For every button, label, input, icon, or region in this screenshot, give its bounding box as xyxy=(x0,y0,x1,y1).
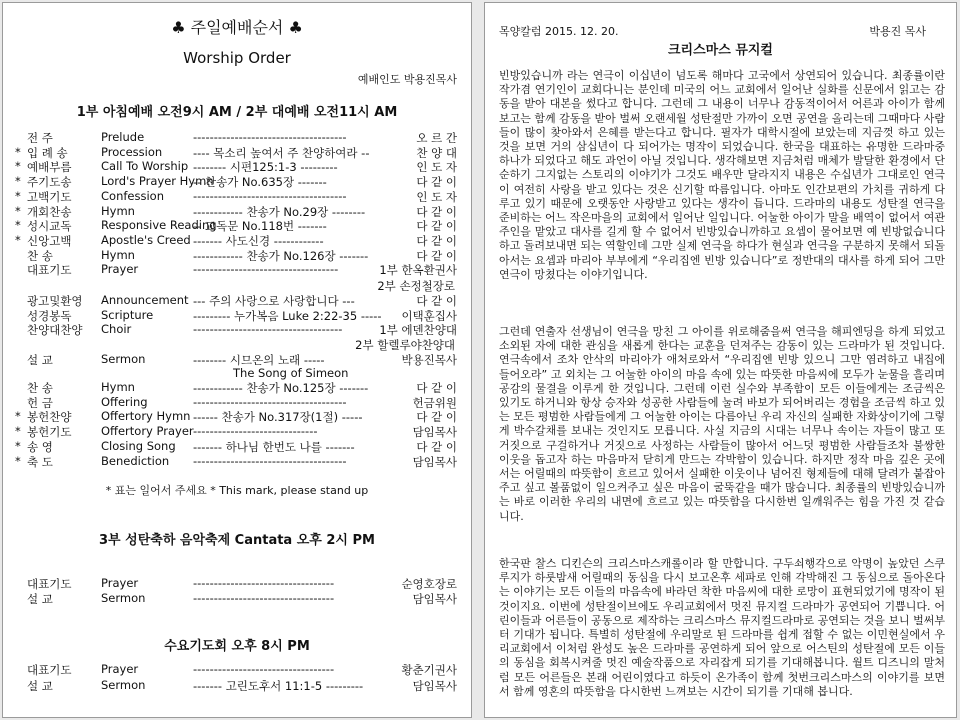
column-author: 박용진 목사 xyxy=(869,25,926,38)
service1-heading: 1부 아침예배 오전9시 AM / 2부 대예배 오전11시 AM xyxy=(76,105,398,120)
order-ko: 봉헌찬양 xyxy=(27,410,72,425)
order-en: Prayer xyxy=(101,576,139,590)
order-mid: ------- 하나님 한번도 나를 ------- xyxy=(193,439,355,454)
order-ko: 주기도송 xyxy=(27,175,72,190)
order-en: Prelude xyxy=(101,130,145,144)
order-mid: -- 교독문 No.118번 ------- xyxy=(193,219,327,234)
column-label: 목양칼럼 2015. 12. 20. xyxy=(499,25,619,38)
order-mid: ------------------------------------ xyxy=(193,322,343,337)
order-en: Benediction xyxy=(101,453,170,468)
order-row xyxy=(3,189,473,203)
order-row xyxy=(3,293,473,307)
order-star: * xyxy=(15,174,21,189)
order-row xyxy=(3,308,473,322)
pastor-column-page xyxy=(484,2,957,718)
order-right: 담임목사 xyxy=(412,425,457,440)
order-row xyxy=(3,218,473,232)
order-row xyxy=(3,409,473,423)
column-paragraph-3: 한국판 찰스 디킨슨의 크리스마스캐롤이라 할 만합니다. 구두쇠행각으로 악명이 높았던 스쿠루지가 하룻밤새 어릴때의 동심을 다시 보고온후 세파로 인해 각박해진 그 동심으로 돌아온다는 이야기는 모든 이들의 마음속에 바라던 착한 마음씨에 대한 로망이 표현되었기에 명작이 된 것이지요. 이번에 성탄절이브에도 우리교회에서 멋진 뮤지컬 드라마가 공연되어 기쁩니다. 어린이들과 어른들이 공동으로 제작하는 크리스마스 뮤지컬드라마로 공연되는 것을 보니 벌써부터 기대가 됩니다. 특별히 성탄절에 우리말로 된 드라마를 쉽게 접할 수 없는 이민현실에서 우리교회에서 이처럼 완성도 높은 드라마를 공연하게 되어 앞으로 어스틴의 성탄절에 모든 이들의 동심을 회복시켜줄 멋진 예술작품으로 자리잡게 되기를 기대해봅니다. 월트 디즈니의 말처럼 모든 어른들은 본래 어린이였다고 하듯이 온가족이 함께 첫번크리스마스의 이야기를 보면서 함께 영혼의 따뜻함을 다시한번 느껴보는 시간이 되기를 기대해 봅니다. xyxy=(499,557,945,698)
order-mid: ----------------------------------- xyxy=(193,262,339,277)
order-right: 인 도 자 xyxy=(416,160,457,175)
order-row xyxy=(3,262,473,276)
order-star: * xyxy=(15,203,21,218)
order-ko: 예배부름 xyxy=(27,160,72,175)
order-ko: 찬 송 xyxy=(27,381,53,395)
column-paragraph-2: 그런데 연출자 선생님이 연극을 망친 그 아이를 위로해줌을써 연극을 해피엔딩을 하게 되었고 소외된 자에 대한 관심을 새롭게 한다는 교훈을 던져주는 감동이 있는 드라마가 된 것입니다. 연극속에서 조차 안삭의 마리아가 애처로와서 “우리집엔 빈방 있으니 그만 염려하고 내집에 들어오라” 고 외치는 그 어눌한 아이의 마음 속에 있는 따뜻한 마음씨에 모두가 눈물을 흘리며 공감의 물결을 이루게 한 것입니다. 그런데 이런 실수와 부족함이 모든 이들에게는 조금씩은 있기도 하거니와 항상 승자와 성공한 사람들에 눌려 바보가 되어버리는 경험을 조금씩 하고 있는 모든 평범한 사람들에게 그 어눌한 아이는 다름아닌 우리 자신의 실패한 자화상이기에 그렇게 박수갈채를 보내는 것인지도 모릅니다. 사실 지금의 시대는 너무나 속이는 자들이 많고 또 거짓으로 구걸하거나 거짓으로 사정하는 사람들이 많아서 어느덧 평범한 사람들조차 불쌍한 이웃을 돕고자 하는 마음마저 닫히게 만드는 각박함이 있습니다. 하지만 정작 마음 깊은 곳에서는 어릴때의 따뜻함이 흐르고 있어서 실패한 이웃이나 넘어진 형제들에 대해 달려가 붙잡아주고 싶고 볼품없이 일으켜주고 싶은 마음이 굴뚝같을 때가 많습니다. 최종률의 빈방있습니까는 바로 이러한 우리의 내면에 흐르고 있는 따뜻함을 다시한번 일깨워주는 힘을 가진 것 같습니다. xyxy=(499,325,945,523)
choir-2nd-service: 2부 할렐루야찬양대 xyxy=(355,338,455,352)
order-ko: 설 교 xyxy=(27,678,53,693)
order-row xyxy=(3,439,473,453)
order-right: 다 같 이 xyxy=(416,204,457,219)
order-ko: 축 도 xyxy=(27,454,53,469)
order-right: 다 같 이 xyxy=(416,248,457,263)
order-en: Closing Song xyxy=(101,438,176,453)
order-right: 찬 양 대 xyxy=(416,145,457,160)
order-mid: ------- 사도신경 ------------ xyxy=(193,233,324,248)
order-en: Offering xyxy=(101,394,148,409)
order-right: 다 같 이 xyxy=(416,219,457,234)
order-ko: 봉헌기도 xyxy=(27,425,72,440)
order-mid: ------------ 찬송가 No.125장 ------- xyxy=(193,381,369,395)
order-right: 1부 한옥환권사 xyxy=(379,263,457,278)
sermon-english-title: The Song of Simeon xyxy=(233,366,349,380)
order-right: 이택훈집사 xyxy=(401,308,457,323)
order-right: 다 같 이 xyxy=(416,175,457,190)
order-mid: --------- 누가복음 Luke 2:22-35 ----- xyxy=(193,308,382,323)
order-mid: ---- 목소리 높여서 주 찬양하여라 -- xyxy=(193,145,370,160)
order-mid: ------------------------------------- xyxy=(193,130,347,144)
order-ko: 대표기도 xyxy=(27,663,72,677)
order-ko: 개회찬송 xyxy=(27,204,72,219)
order-ko: 대표기도 xyxy=(27,577,72,591)
order-ko: 전 주 xyxy=(27,131,53,145)
order-right: 인 도 자 xyxy=(416,189,457,204)
order-star: * xyxy=(15,438,21,453)
order-star: * xyxy=(15,409,21,424)
order-mid: ------------------------------------- xyxy=(193,188,347,203)
order-mid: ------------------------------------- xyxy=(193,453,347,468)
order-ko: 성시교독 xyxy=(27,219,72,234)
worship-leader: 예배인도 박용진목사 xyxy=(357,73,457,86)
order-row xyxy=(3,662,473,676)
order-star: * xyxy=(15,424,21,439)
order-right: 1부 에덴찬양대 xyxy=(379,323,457,338)
order-row xyxy=(3,395,473,409)
order-ko: 헌 금 xyxy=(27,395,53,410)
order-mid: ------- 고린도후서 11:1-5 --------- xyxy=(193,678,364,693)
order-en: Choir xyxy=(101,322,132,337)
order-row xyxy=(3,380,473,394)
order-mid: -- 찬송가 No.635장 ------- xyxy=(193,175,327,190)
order-ko: 설 교 xyxy=(27,591,53,606)
order-en: Offertory Hymn xyxy=(101,409,191,424)
order-star: * xyxy=(15,144,21,159)
order-ko: 신앙고백 xyxy=(27,233,72,248)
order-en: Procession xyxy=(101,144,163,159)
order-star: * xyxy=(15,453,21,468)
order-mid: ------ 찬송가 No.317장(1절) ----- xyxy=(193,410,363,425)
order-star: * xyxy=(15,159,21,174)
stand-note: * 표는 일어서 주세요 * This mark, please stand up xyxy=(105,484,369,497)
order-row xyxy=(3,678,473,692)
order-right: 담임목사 xyxy=(412,591,457,606)
order-row-sermon xyxy=(3,352,473,366)
order-en: Prayer xyxy=(101,262,139,277)
order-mid: -------- 시편125:1-3 --------- xyxy=(193,160,338,175)
order-en: Apostle's Creed xyxy=(101,232,191,247)
order-mid: ---------------------------------- xyxy=(193,590,335,605)
order-mid: ------------------------------------- xyxy=(193,394,347,409)
order-row xyxy=(3,248,473,262)
order-row xyxy=(3,174,473,188)
order-en: Responsive Reading xyxy=(101,218,217,233)
order-row xyxy=(3,145,473,159)
order-right: 순영호장로 xyxy=(401,577,457,591)
order-row xyxy=(3,233,473,247)
bulletin-subtitle: Worship Order xyxy=(183,49,291,67)
order-row xyxy=(3,204,473,218)
order-row xyxy=(3,576,473,590)
order-ko: 대표기도 xyxy=(27,263,72,278)
order-right: 박용진목사 xyxy=(401,353,457,367)
prayer-2nd-service: 2부 손정철장로 xyxy=(377,279,455,293)
order-row xyxy=(3,424,473,438)
worship-order-page xyxy=(2,2,472,718)
order-right: 황춘기권사 xyxy=(401,663,457,677)
order-right: 오 르 간 xyxy=(416,131,457,145)
order-row xyxy=(3,130,473,144)
order-star: * xyxy=(15,218,21,233)
column-paragraph-1: 빈방있습니까 라는 연극이 이십년이 넘도록 해마다 고국에서 상연되어 있습니다. 최종률이란 작가겸 연기인이 교회다니는 분인데 미국의 어느 교회에서 일어난 실화를 신문에서 읽고는 감동을 받아 대본을 썼다고 합니다. 그런데 그 내용이 너무나 감동적이어서 어른과 아이가 함께 보고는 함께 감동을 받아 벌써 오랜세월 성탄절만 가까이 오면 공연을 올리는데 그때마다 사람들이 많이 찾아와서 은혜를 받는다고 합니다. 필자가 대학시절에 보았는데 지금껏 하고 있는 것을 보면 거의 삼십년이 다 되어가는 명작이 되었습니다. 한국을 대표하는 유명한 드라마중 하나가 되었다고 해도 과언이 아닐 것입니다. 생각해보면 지금처럼 매체가 발달한 환경에서 단순하기 그지없는 스토리의 이야기가 그것도 배우만 달라지지 내용은 수십년가 그대로인 연극이 여전히 사랑을 받고 있다는 것은 신기할 따름입니다. 아마도 인간보편의 가치를 귀하게 다루고 있기 때문에 오랫동안 사랑받고 있다는 생각이 듭니다. 드라마의 내용도 성탄절 연극을 준비하는 어느 작은마을의 교회에서 일어난 일입니다. 어눌한 아이가 말을 배역이 없어서 여관주인을 맡았고 대사를 길게 할 수 없어서 빈방있습니까하고 요셉이 물어보면 예 빈방없습니다 하고 돌려보내면 되는 역할인데 그만 실제 연극을 하다가 현실과 연극을 구분하지 못해서 되돌아서는 요셉과 마리아 부부에게 “우리집엔 빈방 있습니다”로 정반대의 대사를 하게 되어 그만 연극이 망쳤다는 이야기입니다. xyxy=(499,69,945,281)
service3-heading: 3부 성탄축하 음악축제 Cantata 오후 2시 PM xyxy=(99,533,375,548)
order-ko: 찬양대찬양 xyxy=(27,323,83,338)
order-ko: 찬 송 xyxy=(27,248,53,263)
order-en: Hymn xyxy=(101,380,135,394)
order-mid: ---------------------------------- xyxy=(193,662,335,676)
order-ko: 고백기도 xyxy=(27,189,72,204)
order-en: Confession xyxy=(101,188,164,203)
order-en: Sermon xyxy=(101,677,146,692)
order-row xyxy=(3,322,473,336)
order-mid: -------- 시므온의 노래 ----- xyxy=(193,353,325,367)
order-right: 담임목사 xyxy=(412,678,457,693)
order-ko: 광고및환영 xyxy=(27,294,83,308)
order-en: Sermon xyxy=(101,352,146,366)
order-mid: ---------------------------------- xyxy=(193,576,335,590)
order-en: Hymn xyxy=(101,203,135,218)
order-ko: 설 교 xyxy=(27,353,53,367)
wednesday-heading: 수요기도회 오후 8시 PM xyxy=(164,639,310,654)
order-right: 다 같 이 xyxy=(416,294,457,308)
order-en: Lord's Prayer Hymn xyxy=(101,174,214,189)
order-en: Scripture xyxy=(101,307,154,322)
order-right: 헌금위원 xyxy=(412,395,457,410)
order-star: * xyxy=(15,188,21,203)
bulletin-title: ♣ 주일예배순서 ♣ xyxy=(171,18,303,37)
order-ko: 송 영 xyxy=(27,439,53,454)
order-right: 다 같 이 xyxy=(416,439,457,454)
order-en: Announcement xyxy=(101,293,189,307)
order-mid: ------------ 찬송가 No.126장 ------- xyxy=(193,248,369,263)
order-right: 다 같 이 xyxy=(416,410,457,425)
order-mid: ------------------------------ xyxy=(193,424,318,439)
order-right: 다 같 이 xyxy=(416,381,457,395)
order-mid: ------------ 찬송가 No.29장 -------- xyxy=(193,204,366,219)
order-en: Sermon xyxy=(101,590,146,605)
order-ko: 입 례 송 xyxy=(27,145,68,160)
column-title: 크리스마스 뮤지컬 xyxy=(668,43,773,58)
order-right: 다 같 이 xyxy=(416,233,457,248)
order-en: Hymn xyxy=(101,247,135,262)
order-en: Offertory Prayer xyxy=(101,424,194,439)
order-row xyxy=(3,159,473,173)
order-en: Prayer xyxy=(101,662,139,676)
order-row xyxy=(3,454,473,468)
order-row xyxy=(3,591,473,605)
order-ko: 성경봉독 xyxy=(27,308,72,323)
order-mid: --- 주의 사랑으로 사랑합니다 --- xyxy=(193,294,355,308)
order-right: 담임목사 xyxy=(412,454,457,469)
order-star: * xyxy=(15,232,21,247)
order-en: Call To Worship xyxy=(101,159,189,174)
